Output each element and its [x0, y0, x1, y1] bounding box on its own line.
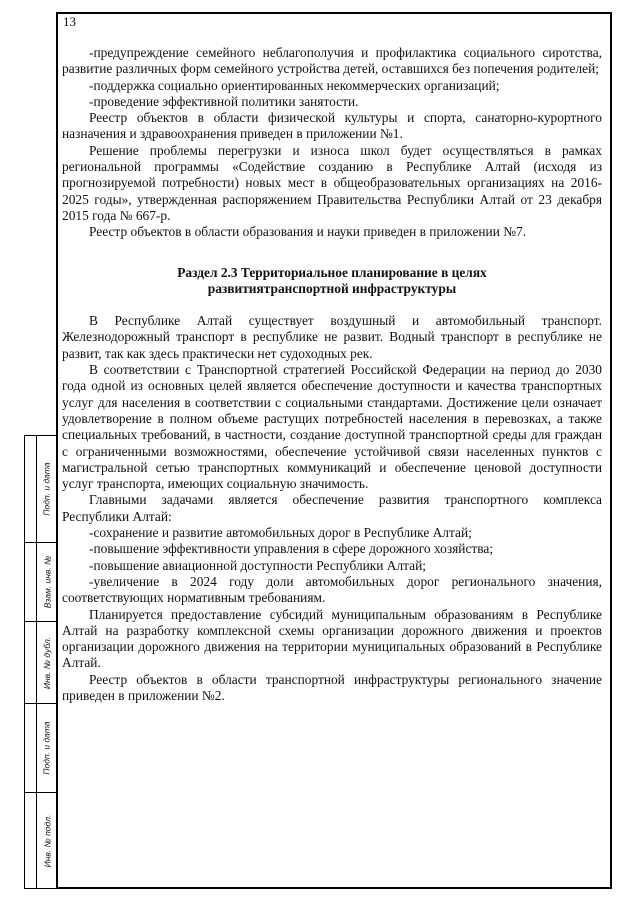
stamp-label-sign-date-2: Подп. и дата	[42, 721, 52, 775]
stamp-cell-sign-date-2	[25, 703, 58, 792]
list-item: -сохранение и развитие автомобильных дорог в Республике Алтай;	[89, 525, 472, 541]
section-heading-line-2: развитиятранспортной инфраструктуры	[207, 280, 457, 296]
paragraph: Реестр объектов в области транспортной инфраструктуры регионального значение приведен в приложении №2.	[62, 671, 602, 703]
paragraph: Реестр объектов в области физической культуры и спорта, санаторно-курортного назначения и здравоохранения приведен в приложении №1.	[62, 110, 602, 142]
stamp-label-replace-inv: Взам. инв. №	[42, 555, 53, 609]
stamp-cell-replace-inv	[25, 542, 58, 621]
stamp-label-orig-inv: Инв. № подл.	[42, 814, 52, 868]
document-body	[62, 45, 602, 704]
paragraph: Решение проблемы перегрузки и износа школ будет осуществляться в рамках региональной программы «Содействие созданию в Республике Алтай (исходя из прогнозируемой потребности) новых мест в общеобразовательных организациях на 2016-2025 годы», утвержденная распоряжением Правительства Республики Алтай от 23 декабря 2015 года № 667-р.	[62, 142, 602, 223]
paragraph: -проведение эффективной политики занятости.	[89, 93, 359, 109]
section-heading	[62, 265, 602, 298]
stamp-cell-orig-inv	[25, 792, 58, 889]
list-item: -повышение эффективности управления в сфере дорожного хозяйства;	[89, 541, 494, 557]
section-heading-line-1: Раздел 2.3 Территориальное планирование в целях	[177, 264, 487, 280]
stamp-label-dup-inv: Инв. № дубл.	[42, 636, 52, 689]
paragraph: Планируется предоставление субсидий муниципальным образованиям в Республике Алтай на разработку комплексной схемы организации дорожного движения и проектов организации дорожного движения на территории муниципальных образований в Республике Алтай.	[62, 606, 602, 671]
paragraph: -предупреждение семейного неблагополучия и профилактика социального сиротства, развитие различных форм семейного устройства детей, оставшихся без попечения родителей;	[62, 45, 602, 77]
stamp-column	[24, 435, 57, 889]
paragraph: Главными задачами является обеспечение развития транспортного комплекса Республики Алтай:	[62, 492, 602, 524]
paragraph: В соответствии с Транспортной стратегией Российской Федерации на период до 2030 года одной из основных целей является обеспечение доступности и качества транспортных услуг для населения в соответствии с социальными стандартами. Достижение цели означает удовлетворение в полном объеме растущих потребностей населения в перевозках, а также специальных требований, в частности, создание доступной транспортной среды для граждан с ограниченными возможностями, обеспечение устойчивой связи населенных пунктов с магистральной сетью транспортных коммуникаций и обеспечение ценовой доступности услуг транспорта, имеющих социальную значимость.	[62, 362, 602, 492]
list-item: -повышение авиационной доступности Республики Алтай;	[89, 557, 427, 573]
paragraph: Реестр объектов в области образования и науки приведен в приложении №7.	[89, 224, 527, 240]
stamp-cell-sign-date-1	[25, 436, 58, 542]
stamp-cell-dup-inv	[25, 621, 58, 703]
paragraph: -поддержка социально ориентированных некоммерческих организаций;	[89, 77, 500, 93]
stamp-label-sign-date-1: Подп. и дата	[42, 462, 52, 516]
paragraph: В Республике Алтай существует воздушный и автомобильный транспорт. Железнодорожный транспорт в республике не развит. Водный транспорт в республике не развит, так как здесь практически нет судоходных рек.	[62, 313, 602, 361]
page-number: 13	[63, 14, 76, 29]
list-item: -увеличение в 2024 году доли автомобильных дорог регионального значения, соответствующих нормативным требованиям.	[62, 573, 602, 606]
